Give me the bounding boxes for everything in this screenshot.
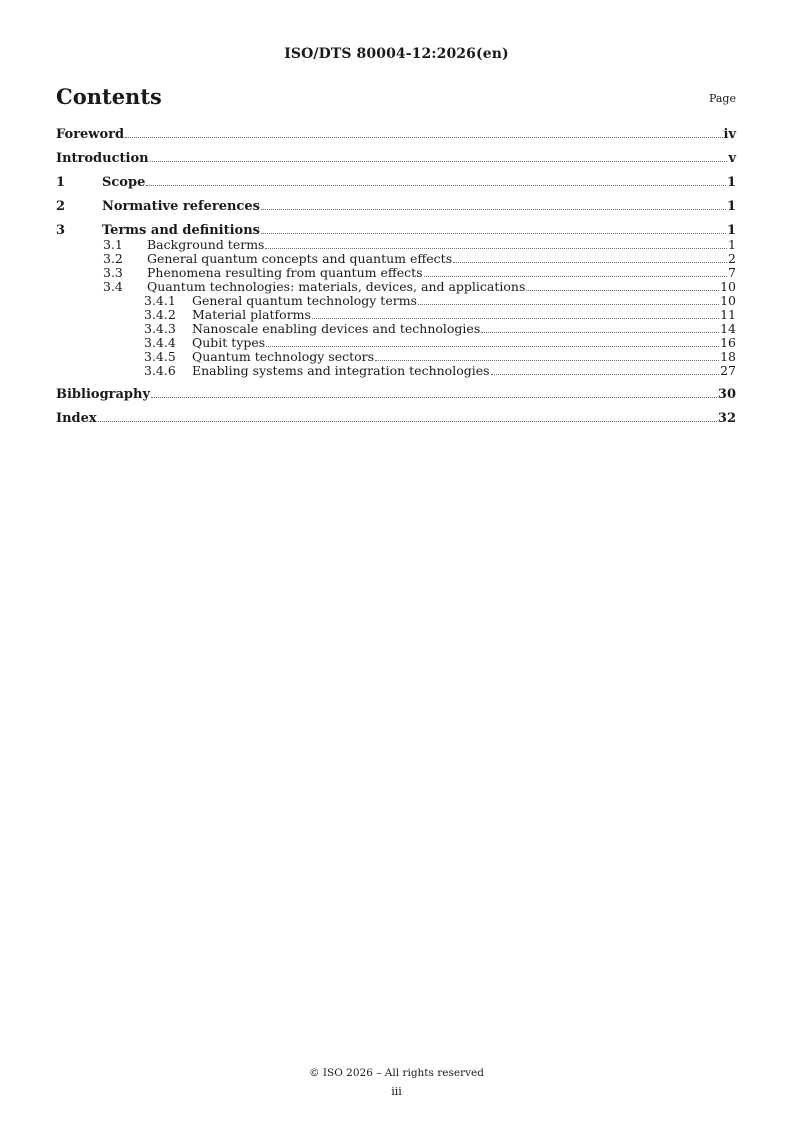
toc-entry-title: Qubit types	[192, 335, 266, 350]
toc-entry-number: 3.1	[103, 237, 123, 252]
toc-entry-page: 10	[720, 279, 736, 294]
toc-entry-page: 16	[720, 335, 736, 350]
toc-entry-page: 27	[720, 363, 736, 378]
contents-title: Contents	[56, 84, 162, 109]
toc-entry-page: 1	[726, 175, 736, 190]
toc-entry-title: General quantum technology terms	[192, 293, 417, 308]
dot-leader	[453, 262, 727, 263]
toc-entry-title: Index	[56, 411, 97, 426]
toc-entry[interactable]	[56, 266, 736, 280]
dot-leader	[424, 276, 727, 277]
toc-entry-page: 32	[717, 411, 736, 426]
toc-entry-page: 30	[717, 387, 736, 402]
toc-entry-number: 3.4.3	[144, 321, 176, 336]
toc-entry-title: Scope	[102, 175, 146, 190]
toc-entry-page: 1	[726, 199, 736, 214]
toc-entry-title: Phenomena resulting from quantum effects	[147, 265, 423, 280]
dot-leader	[375, 360, 719, 361]
toc-entry-title: Foreword	[56, 127, 125, 142]
toc-entry-page: 18	[720, 349, 736, 364]
toc-entry-number: 3.4.2	[144, 307, 176, 322]
dot-leader	[526, 290, 719, 291]
toc-entry-page: 1	[728, 237, 736, 252]
toc-entry-number: 3.4.4	[144, 335, 176, 350]
toc-entry-page: 1	[726, 223, 736, 238]
toc-entry[interactable]	[56, 322, 736, 336]
toc-entry-number: 3.2	[103, 251, 123, 266]
dot-leader	[98, 421, 717, 422]
toc-entry[interactable]	[56, 364, 736, 378]
toc-entry-page: 11	[720, 307, 736, 322]
toc-entry-page: 14	[720, 321, 736, 336]
toc-entry-title: Nanoscale enabling devices and technologies	[192, 321, 481, 336]
toc-entry-number: 3	[56, 223, 66, 238]
toc-entry-title: Quantum technology sectors	[192, 349, 375, 364]
toc-entry[interactable]	[56, 412, 736, 426]
toc-entry-title: Normative references	[102, 199, 260, 214]
toc-entry-number: 3.4.1	[144, 293, 176, 308]
toc-entry-title: Enabling systems and integration technologies	[192, 363, 490, 378]
dot-leader	[125, 137, 722, 138]
toc-entry[interactable]	[56, 336, 736, 350]
toc-entry[interactable]	[56, 294, 736, 308]
copyright-notice: © ISO 2026 – All rights reserved	[309, 1067, 484, 1079]
dot-leader	[146, 185, 726, 186]
toc-entry-page: 10	[720, 293, 736, 308]
toc-entry-title: Terms and definitions	[102, 223, 260, 238]
toc-entry-number: 2	[56, 199, 66, 214]
toc-entry-number: 3.4	[103, 279, 123, 294]
toc-entry-title: Background terms	[147, 237, 265, 252]
document-id-header: ISO/DTS 80004-12:2026(en)	[284, 46, 509, 62]
dot-leader	[151, 397, 717, 398]
toc-entry[interactable]	[56, 280, 736, 294]
page-number: iii	[391, 1085, 402, 1098]
toc-entry-title: Quantum technologies: materials, devices, and applications	[147, 279, 526, 294]
toc-entry[interactable]	[56, 224, 736, 238]
toc-entry[interactable]	[56, 238, 736, 252]
toc-entry[interactable]	[56, 308, 736, 322]
toc-entry[interactable]	[56, 152, 736, 166]
toc-entry[interactable]	[56, 252, 736, 266]
toc-entry-page: v	[728, 151, 736, 166]
dot-leader	[150, 161, 728, 162]
dot-leader	[481, 332, 719, 333]
dot-leader	[261, 233, 726, 234]
toc-entry-page: 2	[728, 251, 736, 266]
toc-entry[interactable]	[56, 200, 736, 214]
toc-entry-title: General quantum concepts and quantum effects	[147, 251, 453, 266]
toc-entry-number: 3.4.6	[144, 363, 176, 378]
toc-entry-number: 3.4.5	[144, 349, 176, 364]
toc-entry[interactable]	[56, 350, 736, 364]
toc-entry-title: Bibliography	[56, 387, 151, 402]
page-column-label: Page	[708, 92, 736, 105]
toc-entry-title: Introduction	[56, 151, 149, 166]
toc-entry-number: 1	[56, 175, 66, 190]
toc-entry-title: Material platforms	[192, 307, 311, 322]
toc-entry[interactable]	[56, 388, 736, 402]
toc-entry[interactable]	[56, 128, 736, 142]
toc-entry[interactable]	[56, 176, 736, 190]
dot-leader	[266, 346, 719, 347]
dot-leader	[418, 304, 719, 305]
toc-entry-page: iv	[723, 127, 736, 142]
dot-leader	[491, 374, 720, 375]
toc-entry-page: 7	[728, 265, 736, 280]
dot-leader	[265, 248, 727, 249]
toc-entry-number: 3.3	[103, 265, 123, 280]
dot-leader	[312, 318, 719, 319]
table-of-contents	[56, 128, 736, 426]
dot-leader	[261, 209, 726, 210]
